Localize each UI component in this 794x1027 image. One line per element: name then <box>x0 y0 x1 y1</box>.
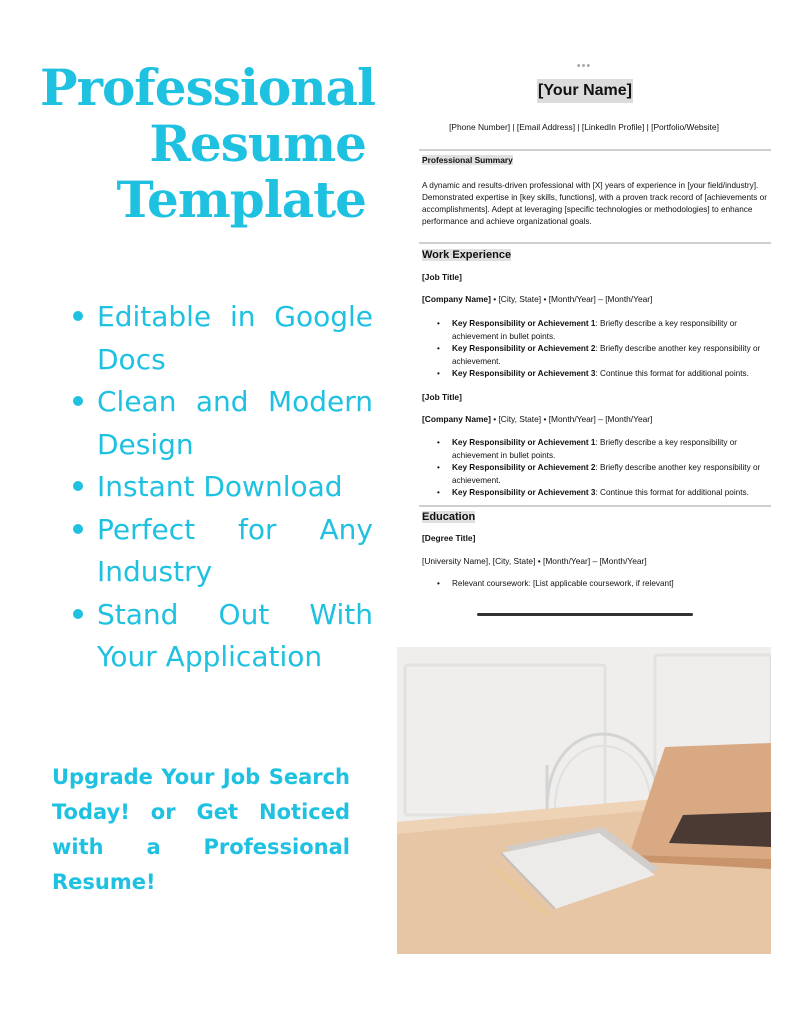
summary-line: A dynamic and results-driven professional with [X] years of experience in [your field/industry]. <box>422 181 759 190</box>
summary-heading: Professional Summary <box>422 155 513 165</box>
divider <box>419 505 771 507</box>
call-to-action: Upgrade Your Job Search Today! or Get Noticed with a Professional Resume! <box>52 765 350 894</box>
summary-line: accomplishments]. Adept at leveraging [specific technologies or methodologies] to enhance <box>422 205 753 214</box>
bullet-item: • Key Responsibility or Achievement 3: Continue this format for additional points. <box>433 368 771 381</box>
resume-name: [Your Name] <box>537 79 633 103</box>
feature-item: Perfect for Any Industry <box>70 509 373 594</box>
summary-line: Demonstrated expertise in [key skills, functions], with a proven track record of [achievements or <box>422 193 767 202</box>
feature-list <box>70 296 373 679</box>
coursework-list <box>433 578 771 591</box>
summary-line: performance and achieve organizational goals. <box>422 217 592 226</box>
desk-scene-illustration <box>397 647 771 954</box>
degree-title: [Degree Title] <box>422 533 476 543</box>
scroll-indicator <box>477 613 693 616</box>
promo-title <box>40 58 375 229</box>
feature-item: Instant Download <box>70 466 373 509</box>
bullet-item: • Key Responsibility or Achievement 3: Continue this format for additional points. <box>433 487 771 500</box>
bullet-item: • Key Responsibility or Achievement 2: Briefly describe another key responsibility or achievement. <box>433 462 771 487</box>
title-line: Resume <box>149 114 366 173</box>
divider <box>419 149 771 151</box>
feature-item: Clean and Modern Design <box>70 381 373 466</box>
feature-item: Stand Out With Your Application <box>70 594 373 679</box>
university-line: [University Name], [City, State] • [Month/Year] – [Month/Year] <box>422 556 647 566</box>
summary-paragraph <box>422 180 771 228</box>
bullet-item: • Key Responsibility or Achievement 2: Briefly describe another key responsibility or achievement. <box>433 343 771 368</box>
bullet-item: • Key Responsibility or Achievement 1: Briefly describe a key responsibility or achievement in bullet points. <box>433 318 771 343</box>
bullet-item: • Key Responsibility or Achievement 1: Briefly describe a key responsibility or achievement in bullet points. <box>433 437 771 462</box>
resume-preview <box>397 56 771 621</box>
resume-contact: [Phone Number] | [Email Address] | [LinkedIn Profile] | [Portfolio/Website] <box>449 122 719 132</box>
feature-item: Editable in Google Docs <box>70 296 373 381</box>
title-line: Professional <box>40 58 375 117</box>
job-bullets <box>433 437 771 500</box>
job-bullets <box>433 318 771 381</box>
work-heading: Work Experience <box>422 249 512 261</box>
job-company-line: [Company Name] • [City, State] • [Month/Year] – [Month/Year] <box>422 414 653 424</box>
divider <box>419 242 771 244</box>
desk-photo <box>397 647 771 954</box>
drag-handle-icon: ••• <box>576 60 592 72</box>
job-title: [Job Title] <box>422 272 462 282</box>
bullet-item: • Relevant coursework: [List applicable coursework, if relevant] <box>433 578 771 591</box>
job-company-line: [Company Name] • [City, State] • [Month/Year] – [Month/Year] <box>422 294 653 304</box>
job-title: [Job Title] <box>422 392 462 402</box>
title-line: Template <box>116 170 366 229</box>
education-heading: Education <box>422 511 476 523</box>
